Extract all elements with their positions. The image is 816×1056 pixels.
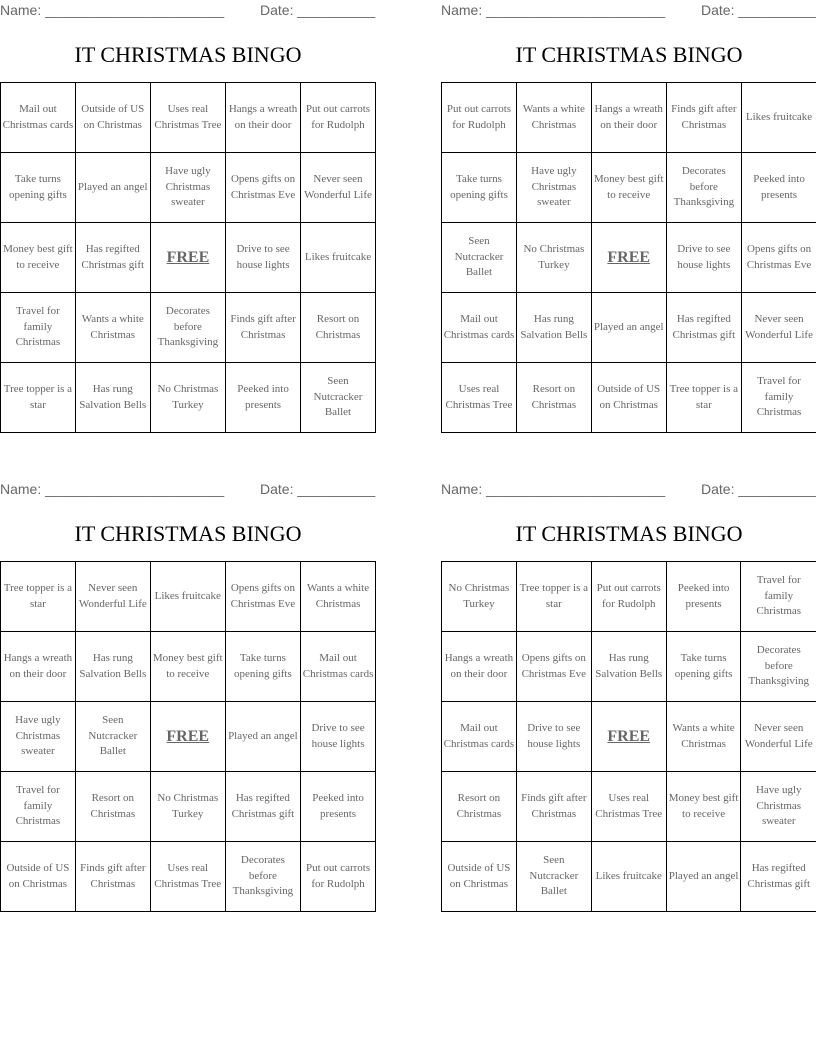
free-square[interactable]: FREE	[150, 223, 225, 293]
bingo-square[interactable]: Has rung Salvation Bells	[516, 293, 591, 363]
bingo-square[interactable]: Peeked into presents	[666, 562, 741, 632]
bingo-square[interactable]: Has regifted Christmas gift	[666, 293, 741, 363]
grid-row	[1, 772, 376, 842]
grid-row	[1, 83, 376, 153]
bingo-square[interactable]: No Christmas Turkey	[516, 223, 591, 293]
bingo-square[interactable]: Played an angel	[75, 153, 150, 223]
grid-row	[1, 702, 376, 772]
free-square[interactable]: FREE	[591, 223, 666, 293]
bingo-square[interactable]: Outside of US on Christmas	[75, 83, 150, 153]
bingo-square[interactable]: Likes fruitcake	[150, 562, 225, 632]
bingo-square[interactable]: Seen Nutcracker Ballet	[75, 702, 150, 772]
bingo-card-4	[441, 479, 816, 919]
bingo-square[interactable]: Travel for family Christmas	[741, 562, 816, 632]
bingo-grid	[0, 561, 376, 912]
bingo-square[interactable]: Has rung Salvation Bells	[75, 363, 150, 433]
bingo-card-2	[441, 0, 816, 440]
bingo-square[interactable]: Take turns opening gifts	[666, 632, 741, 702]
bingo-square[interactable]: Mail out Christmas cards	[301, 632, 376, 702]
bingo-square[interactable]: Likes fruitcake	[300, 223, 375, 293]
grid-row	[442, 842, 816, 912]
bingo-square[interactable]: Take turns opening gifts	[225, 632, 300, 702]
bingo-square[interactable]: Hangs a wreath on their door	[1, 632, 76, 702]
bingo-square[interactable]: Tree topper is a star	[516, 562, 591, 632]
bingo-square[interactable]: Take turns opening gifts	[442, 153, 517, 223]
bingo-square[interactable]: Wants a white Christmas	[75, 293, 150, 363]
bingo-square[interactable]: Seen Nutcracker Ballet	[300, 363, 375, 433]
bingo-square[interactable]: Hangs a wreath on their door	[226, 83, 301, 153]
bingo-square[interactable]: Tree topper is a star	[1, 562, 76, 632]
free-square[interactable]: FREE	[150, 702, 225, 772]
bingo-square[interactable]: Travel for family Christmas	[742, 363, 816, 433]
bingo-square[interactable]: No Christmas Turkey	[150, 363, 225, 433]
bingo-square[interactable]: Played an angel	[591, 293, 666, 363]
bingo-square[interactable]: Drive to see house lights	[301, 702, 376, 772]
bingo-square[interactable]: Outside of US on Christmas	[442, 842, 517, 912]
bingo-square[interactable]: No Christmas Turkey	[150, 772, 225, 842]
bingo-square[interactable]: Peeked into presents	[742, 153, 816, 223]
bingo-square[interactable]: Drive to see house lights	[226, 223, 301, 293]
bingo-square[interactable]: Drive to see house lights	[516, 702, 591, 772]
bingo-square[interactable]: Have ugly Christmas sweater	[1, 702, 76, 772]
bingo-square[interactable]: Played an angel	[225, 702, 300, 772]
date-field[interactable]: Date: __________	[701, 2, 816, 18]
date-field[interactable]: Date: __________	[701, 481, 816, 497]
bingo-square[interactable]: Wants a white Christmas	[516, 83, 591, 153]
bingo-square[interactable]: Drive to see house lights	[666, 223, 741, 293]
bingo-square[interactable]: Tree topper is a star	[666, 363, 741, 433]
bingo-square[interactable]: No Christmas Turkey	[442, 562, 517, 632]
bingo-square[interactable]: Tree topper is a star	[1, 363, 76, 433]
bingo-square[interactable]: Never seen Wonderful Life	[742, 293, 816, 363]
bingo-square[interactable]: Wants a white Christmas	[666, 702, 741, 772]
bingo-square[interactable]: Finds gift after Christmas	[75, 842, 150, 912]
bingo-square[interactable]: Has regifted Christmas gift	[741, 842, 816, 912]
bingo-square[interactable]: Finds gift after Christmas	[516, 772, 591, 842]
card-title: IT CHRISTMAS BINGO	[74, 521, 302, 546]
bingo-square[interactable]: Money best gift to receive	[1, 223, 76, 293]
bingo-square[interactable]: Decorates before Thanksgiving	[150, 293, 225, 363]
bingo-square[interactable]: Wants a white Christmas	[301, 562, 376, 632]
bingo-square[interactable]: Has regifted Christmas gift	[75, 223, 150, 293]
date-field[interactable]: Date: __________	[260, 2, 376, 18]
bingo-square[interactable]: Likes fruitcake	[742, 83, 816, 153]
bingo-card-3	[0, 479, 376, 919]
bingo-square[interactable]: Never seen Wonderful Life	[300, 153, 375, 223]
grid-row	[442, 153, 816, 223]
bingo-square[interactable]: Money best gift to receive	[150, 632, 225, 702]
bingo-square[interactable]: Finds gift after Christmas	[226, 293, 301, 363]
bingo-square[interactable]: Outside of US on Christmas	[1, 842, 76, 912]
bingo-square[interactable]: Decorates before Thanksgiving	[741, 632, 816, 702]
grid-row	[442, 83, 816, 153]
bingo-square[interactable]: Money best gift to receive	[591, 153, 666, 223]
bingo-square[interactable]: Resort on Christmas	[300, 293, 375, 363]
bingo-square[interactable]: Have ugly Christmas sweater	[516, 153, 591, 223]
bingo-square[interactable]: Have ugly Christmas sweater	[741, 772, 816, 842]
bingo-square[interactable]: Put out carrots for Rudolph	[442, 83, 517, 153]
grid-row	[442, 363, 816, 433]
bingo-square[interactable]: Mail out Christmas cards	[442, 702, 517, 772]
bingo-grid	[441, 82, 816, 433]
grid-row	[1, 293, 376, 363]
card-title: IT CHRISTMAS BINGO	[74, 42, 302, 67]
bingo-square[interactable]: Has rung Salvation Bells	[591, 632, 666, 702]
bingo-square[interactable]: Seen Nutcracker Ballet	[516, 842, 591, 912]
grid-row	[1, 562, 376, 632]
bingo-grid	[0, 82, 376, 433]
bingo-square[interactable]: Put out carrots for Rudolph	[591, 562, 666, 632]
bingo-square[interactable]: Mail out Christmas cards	[442, 293, 517, 363]
bingo-square[interactable]: Mail out Christmas cards	[1, 83, 76, 153]
bingo-square[interactable]: Hangs a wreath on their door	[591, 83, 666, 153]
bingo-square[interactable]: Travel for family Christmas	[1, 293, 76, 363]
card-title: IT CHRISTMAS BINGO	[515, 521, 743, 546]
free-square[interactable]: FREE	[591, 702, 666, 772]
bingo-square[interactable]: Seen Nutcracker Ballet	[442, 223, 517, 293]
grid-row	[442, 223, 816, 293]
bingo-square[interactable]: Decorates before Thanksgiving	[666, 153, 741, 223]
grid-row	[1, 363, 376, 433]
bingo-square[interactable]: Likes fruitcake	[591, 842, 666, 912]
bingo-square[interactable]: Hangs a wreath on their door	[442, 632, 517, 702]
name-field[interactable]: Name: _______________________	[441, 481, 666, 497]
bingo-square[interactable]: Outside of US on Christmas	[591, 363, 666, 433]
bingo-square[interactable]: Decorates before Thanksgiving	[225, 842, 300, 912]
bingo-square[interactable]: Resort on Christmas	[516, 363, 591, 433]
bingo-square[interactable]: Peeked into presents	[301, 772, 376, 842]
grid-row	[442, 293, 816, 363]
grid-row	[1, 153, 376, 223]
bingo-square[interactable]: Opens gifts on Christmas Eve	[516, 632, 591, 702]
grid-row	[1, 632, 376, 702]
bingo-square[interactable]: Uses real Christmas Tree	[591, 772, 666, 842]
bingo-square[interactable]: Take turns opening gifts	[1, 153, 76, 223]
name-field[interactable]: Name: _______________________	[441, 2, 666, 18]
bingo-square[interactable]: Opens gifts on Christmas Eve	[225, 562, 300, 632]
bingo-square[interactable]: Money best gift to receive	[666, 772, 741, 842]
bingo-square[interactable]: Finds gift after Christmas	[666, 83, 741, 153]
grid-row	[442, 772, 816, 842]
bingo-square[interactable]: Uses real Christmas Tree	[150, 83, 225, 153]
bingo-card-1	[0, 0, 376, 440]
bingo-grid	[441, 561, 816, 912]
grid-row	[442, 632, 816, 702]
bingo-square[interactable]: Resort on Christmas	[75, 772, 150, 842]
bingo-square[interactable]: Put out carrots for Rudolph	[301, 842, 376, 912]
grid-row	[442, 562, 816, 632]
bingo-square[interactable]: Played an angel	[666, 842, 741, 912]
bingo-square[interactable]: Opens gifts on Christmas Eve	[742, 223, 816, 293]
bingo-square[interactable]: Never seen Wonderful Life	[75, 562, 150, 632]
bingo-square[interactable]: Has regifted Christmas gift	[225, 772, 300, 842]
bingo-square[interactable]: Put out carrots for Rudolph	[300, 83, 375, 153]
grid-row	[442, 702, 816, 772]
grid-row	[1, 842, 376, 912]
bingo-square[interactable]: Resort on Christmas	[442, 772, 517, 842]
bingo-square[interactable]: Never seen Wonderful Life	[741, 702, 816, 772]
date-field[interactable]: Date: __________	[260, 481, 376, 497]
bingo-square[interactable]: Have ugly Christmas sweater	[150, 153, 225, 223]
name-field[interactable]: Name: _______________________	[0, 2, 225, 18]
bingo-square[interactable]: Travel for family Christmas	[1, 772, 76, 842]
card-title: IT CHRISTMAS BINGO	[515, 42, 743, 67]
bingo-square[interactable]: Uses real Christmas Tree	[442, 363, 517, 433]
bingo-square[interactable]: Uses real Christmas Tree	[150, 842, 225, 912]
grid-row	[1, 223, 376, 293]
bingo-square[interactable]: Has rung Salvation Bells	[75, 632, 150, 702]
bingo-square[interactable]: Opens gifts on Christmas Eve	[226, 153, 301, 223]
name-field[interactable]: Name: _______________________	[0, 481, 225, 497]
bingo-square[interactable]: Peeked into presents	[226, 363, 301, 433]
